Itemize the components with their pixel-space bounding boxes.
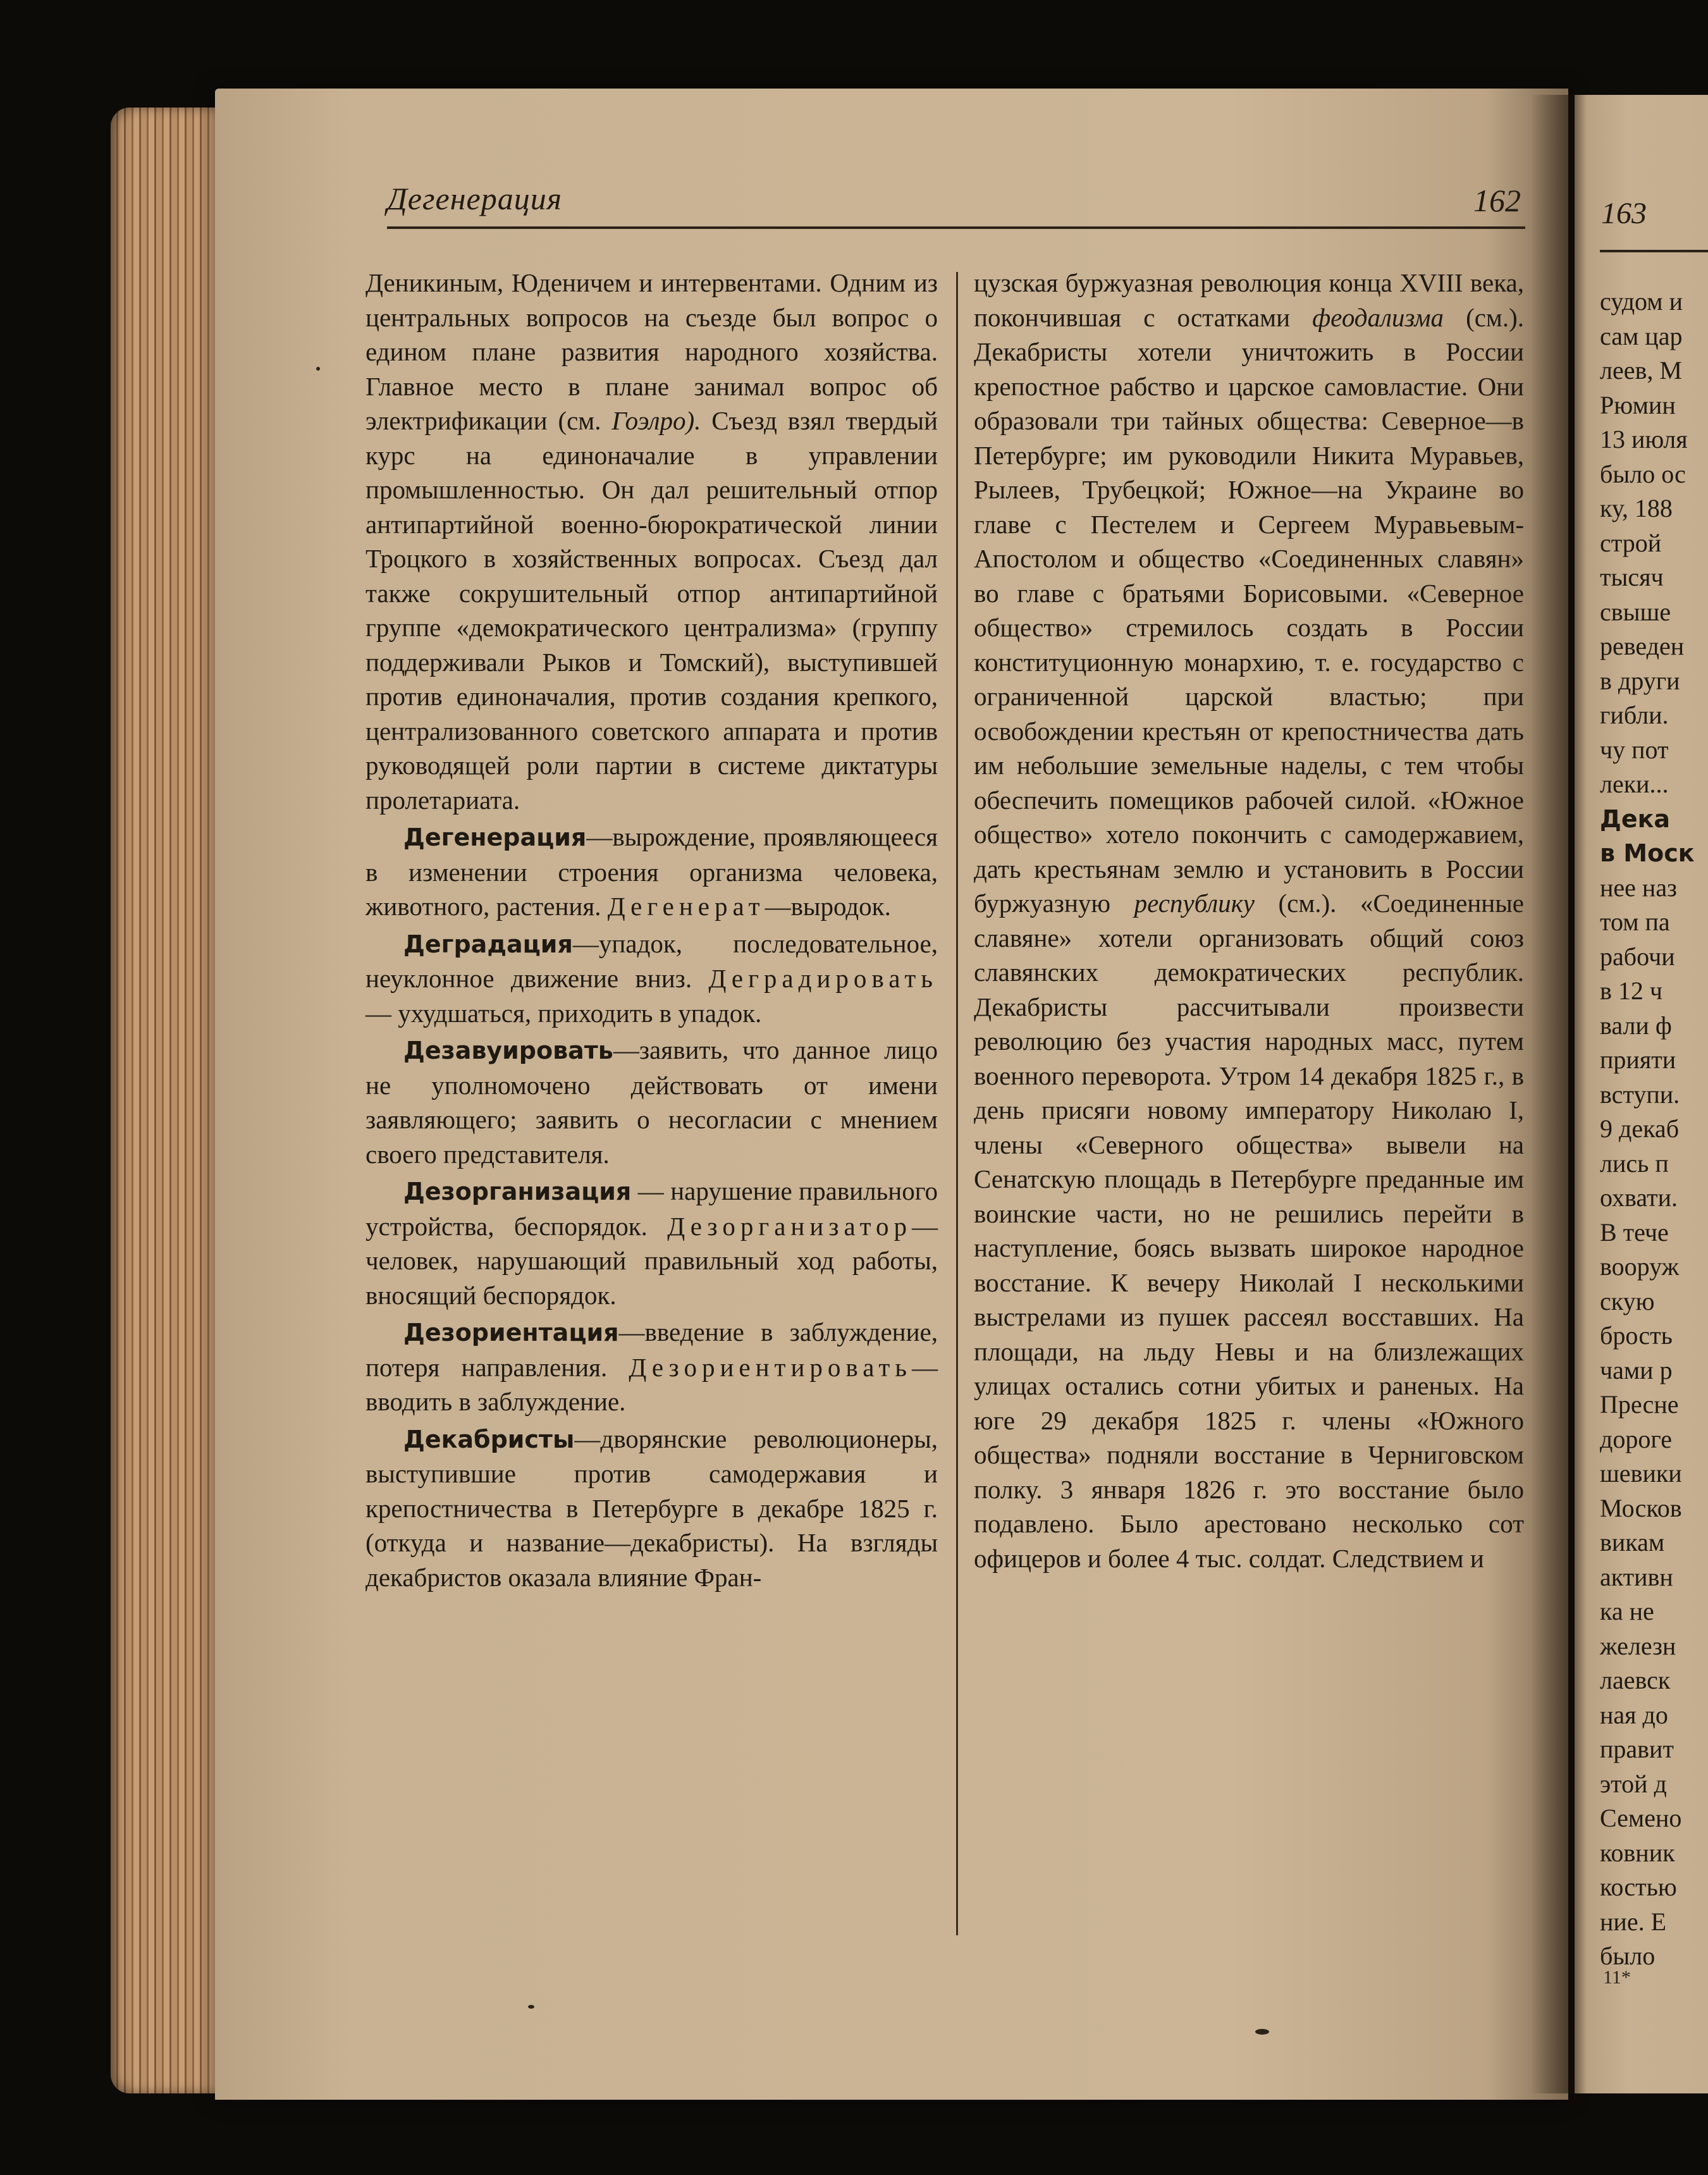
facing-line: свыше: [1600, 597, 1671, 626]
facing-lines-after: [1600, 871, 1708, 1974]
cross-reference: республику: [1134, 889, 1255, 918]
facing-line: активн: [1600, 1562, 1673, 1591]
cross-reference: феодализма: [1312, 302, 1444, 332]
facing-line: рабочи: [1600, 942, 1675, 971]
facing-line: прияти: [1600, 1045, 1676, 1074]
facing-line: железн: [1600, 1631, 1676, 1660]
paragraph-text: (см.). «Соединенные славяне» хотели организовать общий союз славянских демократических республик. Декабристы рассчитывали произвести революцию без участия народных масс, путем военного переворота. Утром 14 декабря 1825 г., в день присяги новому императору Николаю I, члены «Северного общества» вывели на Сенатскую площадь в Петербурге преданные им воинские части, но не решились перейти в наступление, боясь вызвать широкое народное восстание. К вечеру Николай I несколькими выстрелами из пушек рассеял восставших. На площади, на льду Невы и на близлежащих улицах остались сотни убитых и раненых. На юге 29 декабря 1825 г. члены «Южного общества» подняли восстание в Черниговском полку. 3 января 1826 г. это восстание было подавлено. Было арестовано несколько сот офицеров и более 4 тыс. солдат. Следствием и: [974, 889, 1524, 1573]
entry-definition: —выродок.: [765, 892, 891, 921]
facing-page-number: 163: [1601, 197, 1647, 230]
facing-line: вступи.: [1600, 1080, 1680, 1109]
entry-term: Дезориентация: [403, 1319, 619, 1346]
entry-term: Декабристы: [403, 1425, 575, 1453]
entry-dezorganizatsiya: [366, 1174, 938, 1312]
facing-line: этой д: [1600, 1769, 1667, 1798]
facing-line: 13 июля: [1600, 425, 1688, 453]
facing-line: Москов: [1600, 1493, 1682, 1522]
entry-definition: — нарушение правильного устройства, беспорядок.: [366, 1176, 938, 1241]
derived-word: Дегенерат: [607, 892, 765, 921]
facing-line: викам: [1600, 1528, 1665, 1556]
right-column: [974, 266, 1524, 1578]
left-column: [366, 266, 938, 1597]
entry-definition: — ухудшаться, приходить в упадок.: [366, 998, 762, 1028]
entry-dekabristy: [366, 1422, 938, 1595]
facing-line: чами р: [1600, 1355, 1673, 1384]
entry-dezavuirovat: [366, 1033, 938, 1171]
running-head: Дегенерация: [387, 181, 562, 216]
facing-line: гибли.: [1600, 701, 1669, 729]
facing-line: ка не: [1600, 1597, 1654, 1625]
facing-line: ковник: [1600, 1838, 1675, 1867]
facing-line: в други: [1600, 666, 1680, 695]
entry-term: Дезорганизация: [403, 1178, 632, 1205]
entry-degradatsiya: [366, 927, 938, 1031]
facing-line: 9 декаб: [1600, 1114, 1680, 1143]
entry-definition: —дворянские революционеры, выступившие против самодержавия и крепостничества в Петербурге в декабре 1825 г. (откуда и название—декабристы). На взгляды декабристов оказала влияние Фран-: [366, 1424, 938, 1592]
entry-definition: —упадок, последовательное, неуклонное движение вниз.: [366, 928, 938, 993]
facing-line: было ос: [1600, 459, 1686, 488]
facing-line: было: [1600, 1942, 1656, 1970]
column-divider: [956, 272, 958, 1935]
entry-definition: —вырождение, проявляющееся в изменении строения организма человека, животного, растения.: [366, 822, 938, 921]
paragraph-dekabristy-continued: [974, 266, 1524, 1575]
derived-word: Дезорганизатор: [667, 1211, 912, 1241]
facing-line: судом и: [1600, 287, 1683, 316]
facing-line: костью: [1600, 1873, 1677, 1901]
entry-term: Дезавуировать: [403, 1037, 613, 1064]
facing-line: брость: [1600, 1321, 1673, 1350]
facing-line: леки...: [1600, 770, 1669, 798]
page-edge-stack: [111, 108, 228, 2093]
facing-line: охвати.: [1600, 1183, 1678, 1212]
facing-line: ку, 188: [1600, 494, 1673, 522]
facing-line: вооруж: [1600, 1252, 1680, 1281]
page-number: 162: [1473, 183, 1521, 218]
facing-page-text: [1600, 285, 1708, 1974]
paragraph-text: (см.). Декабристы хотели уничтожить в России крепостное рабство и царское самовластие. Они образовали три тайных общества: Северное—в Петербурге; им руководили Никита Муравьев, Рылеев, Трубецкой; Южное—на Украине во главе с Пестелем и Сергеем Муравьевым-Апостолом и общество «Соединенных славян» во главе с братьями Борисовыми. «Северное общество» стремилось создать в России конституционную монархию, т. е. государство с ограниченной царской властью; при освобождении крестьян от крепостничества дать им небольшие земельные наделы, с тем чтобы обеспечить помещиков рабочей силой. «Южное общество» хотело покончить с самодержавием, дать крестьянам землю и установить в России буржуазную: [974, 302, 1525, 918]
entry-degeneratsiya: [366, 820, 938, 924]
facing-header-rule: [1600, 250, 1708, 252]
header-rule: [387, 226, 1525, 229]
derived-word: Деградировать: [708, 964, 938, 993]
paper-speck: [1255, 2029, 1269, 2035]
facing-line: том па: [1600, 908, 1670, 936]
facing-line: лаевск: [1600, 1666, 1671, 1694]
facing-line: дороге: [1600, 1424, 1672, 1453]
facing-line: скую: [1600, 1286, 1655, 1315]
signature-mark: 11*: [1603, 1967, 1631, 1988]
facing-line: шевики: [1600, 1459, 1682, 1488]
facing-line: нее наз: [1600, 873, 1677, 902]
entry-term: Дегенерация: [403, 823, 587, 851]
derived-word: Дезориентировать: [629, 1352, 912, 1382]
facing-line: реведен: [1600, 632, 1685, 660]
gutter-shadow: [1530, 95, 1581, 2093]
facing-line: чу пот: [1600, 735, 1669, 764]
paragraph-text: цузская буржуазная революция конца XVIII века, покончившая с остатками: [974, 268, 1524, 332]
facing-line: правит: [1600, 1735, 1674, 1763]
facing-line: Рюмин: [1600, 390, 1676, 419]
facing-line: ная до: [1600, 1700, 1668, 1729]
facing-line: сам цар: [1600, 321, 1683, 350]
facing-entry-term: в Моск: [1600, 839, 1695, 867]
facing-line: В тече: [1600, 1217, 1669, 1247]
paragraph-congress: [366, 266, 938, 817]
entry-definition: —заявить, что данное лицо не уполномочено действовать от имени заявляющего; заявить о несогласии с мнением своего представителя.: [366, 1035, 938, 1169]
entry-definition: —вводить в заблуждение.: [366, 1352, 938, 1416]
cross-reference: Гоэлро).: [611, 406, 701, 435]
facing-line: Пресне: [1600, 1390, 1679, 1419]
paper-speck: [528, 2005, 534, 2009]
facing-line: Семено: [1600, 1804, 1682, 1832]
facing-line: вали ф: [1600, 1011, 1672, 1040]
paragraph-text: Деникиным, Юденичем и интервентами. Одним из центральных вопросов на съезде был вопрос о едином плане развития народного хозяйства. Главное место в плане занимал вопрос об электрификации (см.: [366, 268, 938, 435]
facing-line: в 12 ч: [1600, 977, 1663, 1005]
facing-entry-term: Дека: [1600, 804, 1671, 833]
facing-line: ние. Е: [1600, 1907, 1666, 1936]
facing-line: лись п: [1600, 1149, 1669, 1178]
entry-definition: —введение в заблуждение, потеря направления.: [366, 1317, 938, 1382]
paper-speck: [316, 367, 320, 371]
facing-page: [1575, 95, 1708, 2093]
paragraph-text: Съезд взял твердый курс на единоначалие в управлении промышленностью. Он дал решительный отпор антипартийной военно-бюрократической линии Троцкого в хозяйственных вопросах. Съезд дал также сокрушительный отпор антипартийной группе «демократического централизма» (группу поддерживали Рыков и Томский), выступившей против единоначалия, против создания крепкого, централизованного советского аппарата и против руководящей роли партии в системе диктатуры пролетариата.: [366, 406, 938, 815]
facing-line: строй: [1600, 528, 1662, 557]
facing-line: леев, М: [1600, 356, 1682, 385]
facing-line: тысяч: [1600, 563, 1664, 591]
entry-dezorientatsiya: [366, 1315, 938, 1419]
entry-term: Деградация: [403, 930, 573, 958]
entry-definition: — человек, нарушающий правильный ход работы, вносящий беспорядок.: [366, 1211, 938, 1310]
